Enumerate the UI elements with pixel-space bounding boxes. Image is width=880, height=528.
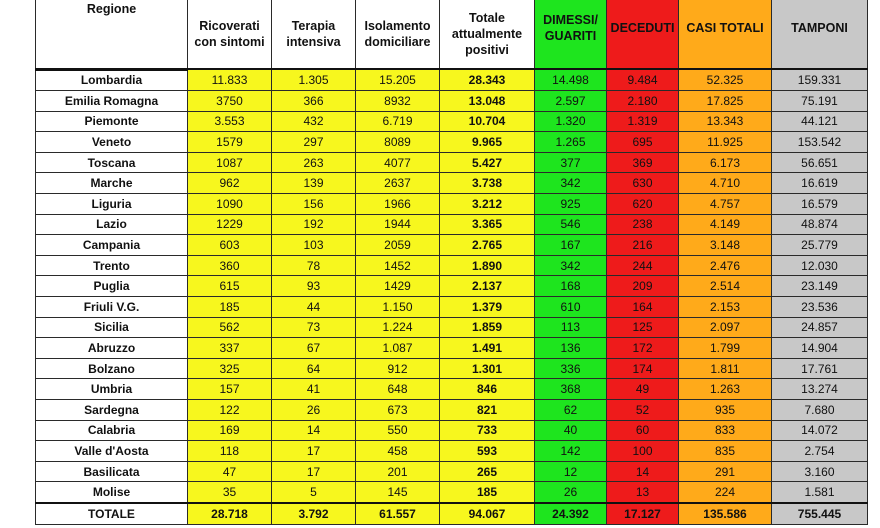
header-casi-totali <box>679 0 772 69</box>
cell-totale-positivi: 28.343 <box>440 69 535 91</box>
cell-ricoverati: 185 <box>188 297 272 318</box>
cell-regione: Trento <box>36 255 188 276</box>
cell-dimessi: 368 <box>535 379 607 400</box>
cell-isolamento: 8932 <box>356 91 440 112</box>
table-row <box>36 255 868 276</box>
cell-totale-positivi: 5.427 <box>440 152 535 173</box>
cell-ricoverati: 1579 <box>188 132 272 153</box>
cell-totale-positivi: 733 <box>440 420 535 441</box>
cell-regione: Bolzano <box>36 358 188 379</box>
cell-isolamento: 2059 <box>356 235 440 256</box>
cell-regione: Veneto <box>36 132 188 153</box>
cell-tamponi: 24.857 <box>772 317 868 338</box>
cell-casi-totali: 835 <box>679 441 772 462</box>
cell-casi-totali: 224 <box>679 482 772 503</box>
cell-casi-totali: 4.710 <box>679 173 772 194</box>
cell-tamponi: 48.874 <box>772 214 868 235</box>
header-deceduti-label: DECEDUTI <box>610 20 675 35</box>
cell-totale-positivi: 13.048 <box>440 91 535 112</box>
cell-terapia: 64 <box>272 358 356 379</box>
cell-totale-positivi: 3.738 <box>440 173 535 194</box>
cell-casi-totali: 2.476 <box>679 255 772 276</box>
cell-dimessi: 336 <box>535 358 607 379</box>
cell-ricoverati: 122 <box>188 400 272 421</box>
cell-terapia: 5 <box>272 482 356 503</box>
cell-terapia: 366 <box>272 91 356 112</box>
cell-terapia: 297 <box>272 132 356 153</box>
cell-dimessi: 24.392 <box>535 503 607 524</box>
cell-casi-totali: 2.514 <box>679 276 772 297</box>
cell-deceduti: 620 <box>607 194 679 215</box>
cell-terapia: 78 <box>272 255 356 276</box>
table-row <box>36 132 868 153</box>
cell-terapia: 44 <box>272 297 356 318</box>
cell-regione: Campania <box>36 235 188 256</box>
cell-casi-totali: 135.586 <box>679 503 772 524</box>
table-row <box>36 297 868 318</box>
header-ricoverati-label: Ricoverati con sintomi <box>194 18 265 49</box>
cell-isolamento: 458 <box>356 441 440 462</box>
cell-isolamento: 673 <box>356 400 440 421</box>
cell-terapia: 26 <box>272 400 356 421</box>
cell-tamponi: 14.072 <box>772 420 868 441</box>
cell-deceduti: 9.484 <box>607 69 679 91</box>
cell-dimessi: 610 <box>535 297 607 318</box>
cell-terapia: 1.305 <box>272 69 356 91</box>
cell-deceduti: 238 <box>607 214 679 235</box>
table-row <box>36 482 868 503</box>
cell-ricoverati: 118 <box>188 441 272 462</box>
cell-ricoverati: 3750 <box>188 91 272 112</box>
cell-isolamento: 6.719 <box>356 111 440 132</box>
cell-totale-positivi: 3.365 <box>440 214 535 235</box>
cell-totale-positivi: 1.859 <box>440 317 535 338</box>
cell-dimessi: 546 <box>535 214 607 235</box>
cell-tamponi: 13.274 <box>772 379 868 400</box>
cell-ricoverati: 962 <box>188 173 272 194</box>
header-dimessi <box>535 0 607 69</box>
cell-totale-positivi: 185 <box>440 482 535 503</box>
cell-deceduti: 630 <box>607 173 679 194</box>
cell-ricoverati: 157 <box>188 379 272 400</box>
cell-tamponi: 2.754 <box>772 441 868 462</box>
header-ricoverati <box>188 0 272 69</box>
cell-casi-totali: 1.811 <box>679 358 772 379</box>
header-isolamento <box>356 0 440 69</box>
cell-regione: Valle d'Aosta <box>36 441 188 462</box>
cell-terapia: 432 <box>272 111 356 132</box>
cell-terapia: 103 <box>272 235 356 256</box>
cell-ricoverati: 615 <box>188 276 272 297</box>
cell-regione: Toscana <box>36 152 188 173</box>
cell-dimessi: 12 <box>535 461 607 482</box>
cell-tamponi: 56.651 <box>772 152 868 173</box>
cell-dimessi: 167 <box>535 235 607 256</box>
cell-regione: Puglia <box>36 276 188 297</box>
cell-terapia: 17 <box>272 441 356 462</box>
cell-totale-positivi: 94.067 <box>440 503 535 524</box>
header-dimessi-label: DIMESSI/ GUARITI <box>543 12 598 43</box>
cell-regione: Umbria <box>36 379 188 400</box>
header-regione-label: Regione <box>86 2 137 16</box>
cell-casi-totali: 2.097 <box>679 317 772 338</box>
cell-casi-totali: 1.799 <box>679 338 772 359</box>
cell-deceduti: 216 <box>607 235 679 256</box>
cell-totale-positivi: 10.704 <box>440 111 535 132</box>
cell-casi-totali: 11.925 <box>679 132 772 153</box>
cell-ricoverati: 562 <box>188 317 272 338</box>
cell-casi-totali: 52.325 <box>679 69 772 91</box>
table-row <box>36 152 868 173</box>
cell-tamponi: 23.149 <box>772 276 868 297</box>
table-row <box>36 461 868 482</box>
cell-regione: Piemonte <box>36 111 188 132</box>
cell-terapia: 17 <box>272 461 356 482</box>
cell-terapia: 156 <box>272 194 356 215</box>
table-row <box>36 379 868 400</box>
cell-dimessi: 113 <box>535 317 607 338</box>
header-totale-positivi <box>440 0 535 69</box>
cell-totale-positivi: 593 <box>440 441 535 462</box>
cell-totale-positivi: 821 <box>440 400 535 421</box>
cell-regione: Calabria <box>36 420 188 441</box>
cell-casi-totali: 6.173 <box>679 152 772 173</box>
cell-deceduti: 174 <box>607 358 679 379</box>
table-row <box>36 276 868 297</box>
cell-isolamento: 15.205 <box>356 69 440 91</box>
cell-ricoverati: 603 <box>188 235 272 256</box>
cell-casi-totali: 935 <box>679 400 772 421</box>
cell-totale-positivi: 1.379 <box>440 297 535 318</box>
table-row <box>36 317 868 338</box>
table-row <box>36 214 868 235</box>
cell-ricoverati: 11.833 <box>188 69 272 91</box>
cell-terapia: 73 <box>272 317 356 338</box>
cell-ricoverati: 3.553 <box>188 111 272 132</box>
cell-tamponi: 17.761 <box>772 358 868 379</box>
cell-totale-positivi: 2.765 <box>440 235 535 256</box>
cell-deceduti: 17.127 <box>607 503 679 524</box>
cell-tamponi: 755.445 <box>772 503 868 524</box>
cell-regione: Lazio <box>36 214 188 235</box>
cell-deceduti: 2.180 <box>607 91 679 112</box>
cell-totale-positivi: 3.212 <box>440 194 535 215</box>
cell-isolamento: 1.224 <box>356 317 440 338</box>
cell-isolamento: 1966 <box>356 194 440 215</box>
cell-regione: TOTALE <box>36 503 188 524</box>
cell-ricoverati: 337 <box>188 338 272 359</box>
cell-dimessi: 136 <box>535 338 607 359</box>
cell-tamponi: 23.536 <box>772 297 868 318</box>
cell-ricoverati: 169 <box>188 420 272 441</box>
cell-deceduti: 13 <box>607 482 679 503</box>
cell-dimessi: 142 <box>535 441 607 462</box>
cell-totale-positivi: 1.301 <box>440 358 535 379</box>
cell-isolamento: 550 <box>356 420 440 441</box>
cell-regione: Abruzzo <box>36 338 188 359</box>
table-header <box>36 0 868 69</box>
cell-tamponi: 16.619 <box>772 173 868 194</box>
cell-isolamento: 1452 <box>356 255 440 276</box>
cell-isolamento: 1.087 <box>356 338 440 359</box>
cell-deceduti: 695 <box>607 132 679 153</box>
cell-totale-positivi: 1.890 <box>440 255 535 276</box>
cell-terapia: 93 <box>272 276 356 297</box>
cell-regione: Marche <box>36 173 188 194</box>
cell-deceduti: 172 <box>607 338 679 359</box>
cell-casi-totali: 4.149 <box>679 214 772 235</box>
cell-isolamento: 648 <box>356 379 440 400</box>
cell-dimessi: 14.498 <box>535 69 607 91</box>
cell-dimessi: 168 <box>535 276 607 297</box>
cell-deceduti: 164 <box>607 297 679 318</box>
cell-regione: Sicilia <box>36 317 188 338</box>
cell-ricoverati: 1087 <box>188 152 272 173</box>
header-casi-totali-label: CASI TOTALI <box>686 20 764 35</box>
cell-isolamento: 912 <box>356 358 440 379</box>
cell-deceduti: 369 <box>607 152 679 173</box>
cell-dimessi: 40 <box>535 420 607 441</box>
cell-tamponi: 14.904 <box>772 338 868 359</box>
cell-dimessi: 342 <box>535 255 607 276</box>
cell-deceduti: 60 <box>607 420 679 441</box>
table-row <box>36 235 868 256</box>
table-row <box>36 194 868 215</box>
cell-regione: Basilicata <box>36 461 188 482</box>
cell-dimessi: 2.597 <box>535 91 607 112</box>
cell-casi-totali: 13.343 <box>679 111 772 132</box>
cell-tamponi: 12.030 <box>772 255 868 276</box>
cell-terapia: 139 <box>272 173 356 194</box>
cell-dimessi: 62 <box>535 400 607 421</box>
header-tamponi <box>772 0 868 69</box>
cell-ricoverati: 1090 <box>188 194 272 215</box>
header-tamponi-label: TAMPONI <box>791 20 848 35</box>
cell-casi-totali: 17.825 <box>679 91 772 112</box>
cell-ricoverati: 28.718 <box>188 503 272 524</box>
cell-tamponi: 1.581 <box>772 482 868 503</box>
cell-isolamento: 4077 <box>356 152 440 173</box>
cell-terapia: 192 <box>272 214 356 235</box>
cell-isolamento: 1.150 <box>356 297 440 318</box>
cell-terapia: 263 <box>272 152 356 173</box>
cell-deceduti: 125 <box>607 317 679 338</box>
header-deceduti <box>607 0 679 69</box>
cell-regione: Friuli V.G. <box>36 297 188 318</box>
cell-ricoverati: 1229 <box>188 214 272 235</box>
covid-regional-table <box>35 0 868 525</box>
cell-isolamento: 2637 <box>356 173 440 194</box>
cell-totale-positivi: 846 <box>440 379 535 400</box>
cell-tamponi: 25.779 <box>772 235 868 256</box>
cell-terapia: 41 <box>272 379 356 400</box>
table-row <box>36 400 868 421</box>
table-row <box>36 91 868 112</box>
cell-casi-totali: 291 <box>679 461 772 482</box>
cell-tamponi: 16.579 <box>772 194 868 215</box>
cell-totale-positivi: 9.965 <box>440 132 535 153</box>
cell-regione: Molise <box>36 482 188 503</box>
cell-terapia: 3.792 <box>272 503 356 524</box>
cell-regione: Lombardia <box>36 69 188 91</box>
cell-tamponi: 75.191 <box>772 91 868 112</box>
table-row <box>36 358 868 379</box>
cell-deceduti: 52 <box>607 400 679 421</box>
cell-totale-positivi: 2.137 <box>440 276 535 297</box>
cell-regione: Emilia Romagna <box>36 91 188 112</box>
cell-deceduti: 1.319 <box>607 111 679 132</box>
cell-isolamento: 1429 <box>356 276 440 297</box>
cell-deceduti: 14 <box>607 461 679 482</box>
cell-casi-totali: 833 <box>679 420 772 441</box>
cell-isolamento: 201 <box>356 461 440 482</box>
table-total-row <box>36 503 868 524</box>
cell-regione: Sardegna <box>36 400 188 421</box>
cell-dimessi: 26 <box>535 482 607 503</box>
cell-terapia: 67 <box>272 338 356 359</box>
cell-ricoverati: 47 <box>188 461 272 482</box>
cell-dimessi: 925 <box>535 194 607 215</box>
cell-dimessi: 377 <box>535 152 607 173</box>
covid-regional-table-sheet <box>35 0 867 528</box>
cell-ricoverati: 325 <box>188 358 272 379</box>
table-row <box>36 338 868 359</box>
cell-totale-positivi: 1.491 <box>440 338 535 359</box>
cell-casi-totali: 1.263 <box>679 379 772 400</box>
header-totale-positivi-label: Totale attualmente positivi <box>451 10 523 57</box>
header-regione <box>36 0 188 69</box>
cell-deceduti: 244 <box>607 255 679 276</box>
cell-casi-totali: 4.757 <box>679 194 772 215</box>
table-row <box>36 441 868 462</box>
cell-isolamento: 61.557 <box>356 503 440 524</box>
cell-dimessi: 1.265 <box>535 132 607 153</box>
cell-isolamento: 8089 <box>356 132 440 153</box>
table-row <box>36 173 868 194</box>
cell-deceduti: 100 <box>607 441 679 462</box>
cell-totale-positivi: 265 <box>440 461 535 482</box>
cell-ricoverati: 35 <box>188 482 272 503</box>
table-row <box>36 69 868 91</box>
cell-deceduti: 209 <box>607 276 679 297</box>
cell-tamponi: 153.542 <box>772 132 868 153</box>
cell-terapia: 14 <box>272 420 356 441</box>
cell-dimessi: 1.320 <box>535 111 607 132</box>
table-row <box>36 111 868 132</box>
cell-tamponi: 7.680 <box>772 400 868 421</box>
header-terapia <box>272 0 356 69</box>
cell-ricoverati: 360 <box>188 255 272 276</box>
header-terapia-label: Terapia intensiva <box>286 18 341 49</box>
cell-tamponi: 3.160 <box>772 461 868 482</box>
cell-regione: Liguria <box>36 194 188 215</box>
header-isolamento-label: Isolamento domiciliare <box>364 18 431 49</box>
table-row <box>36 420 868 441</box>
table-body <box>36 69 868 524</box>
cell-casi-totali: 3.148 <box>679 235 772 256</box>
cell-tamponi: 44.121 <box>772 111 868 132</box>
cell-deceduti: 49 <box>607 379 679 400</box>
cell-tamponi: 159.331 <box>772 69 868 91</box>
cell-dimessi: 342 <box>535 173 607 194</box>
cell-casi-totali: 2.153 <box>679 297 772 318</box>
cell-isolamento: 145 <box>356 482 440 503</box>
cell-isolamento: 1944 <box>356 214 440 235</box>
